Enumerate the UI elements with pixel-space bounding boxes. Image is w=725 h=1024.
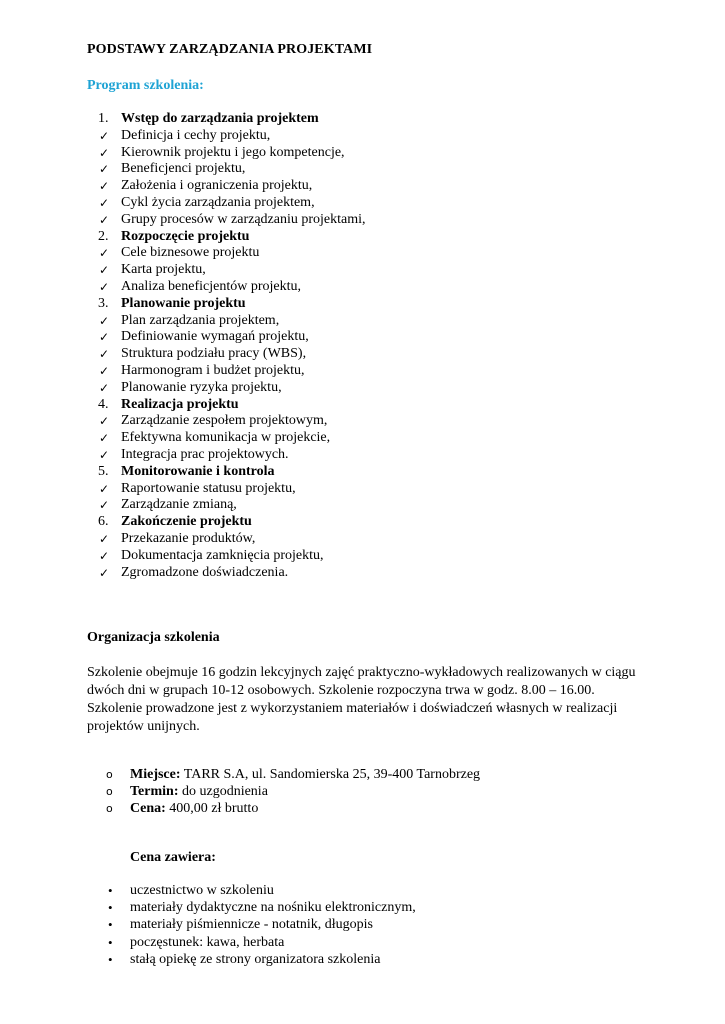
detail-label: Termin: bbox=[130, 784, 179, 799]
price-include-item bbox=[106, 899, 416, 916]
program-item bbox=[98, 430, 366, 447]
program-item bbox=[98, 329, 366, 346]
program-item-text: Harmonogram i budżet projektu, bbox=[121, 362, 305, 378]
program-item-text: Plan zarządzania projektem, bbox=[121, 312, 280, 328]
program-item bbox=[98, 161, 366, 178]
program-item bbox=[98, 212, 366, 229]
price-include-item bbox=[106, 916, 416, 933]
organization-heading: Organizacja szkolenia bbox=[87, 630, 220, 645]
detail-label: Cena: bbox=[130, 801, 166, 816]
organization-paragraph: Szkolenie obejmuje 16 godzin lekcyjnych zajęć praktyczno-wykładowych realizowanych w ciągu dwóch dni w grupach 10-12 osobowych. Szkolenie rozpoczyna trwa w godz. 8.00 – 16.00. Szkolenie prowadzone jest z wykorzystaniem materiałów i doświadczeń własnych w realizacji projektów unijnych. bbox=[87, 665, 636, 734]
price-include-item bbox=[106, 882, 416, 899]
section-number: 1. bbox=[98, 111, 109, 126]
program-item bbox=[98, 497, 366, 514]
program-item-text: Grupy procesów w zarządzaniu projektami, bbox=[121, 211, 366, 227]
program-list bbox=[98, 111, 366, 581]
program-item-text: Kierownik projektu i jego kompetencje, bbox=[121, 144, 345, 160]
section-number: 6. bbox=[98, 514, 109, 530]
price-includes-heading: Cena zawiera: bbox=[130, 850, 216, 865]
bullet-icon: • bbox=[108, 883, 113, 898]
checkmark-icon: ✓ bbox=[99, 548, 110, 563]
program-item-text: Realizacja projektu bbox=[121, 396, 239, 412]
price-include-text: poczęstunek: kawa, herbata bbox=[130, 934, 285, 950]
program-item bbox=[98, 548, 366, 565]
program-item-text: Karta projektu, bbox=[121, 262, 206, 278]
section-number: 3. bbox=[98, 295, 109, 311]
program-item bbox=[98, 413, 366, 430]
program-item bbox=[98, 195, 366, 212]
price-include-item bbox=[106, 934, 416, 951]
program-item bbox=[98, 313, 366, 330]
program-heading: Program szkolenia: bbox=[87, 78, 204, 93]
price-include-text: materiały piśmiennicze - notatnik, długopis bbox=[130, 917, 373, 933]
checkmark-icon: ✓ bbox=[99, 145, 110, 160]
program-section bbox=[98, 397, 366, 414]
program-item-text: Cele biznesowe projektu bbox=[121, 245, 260, 261]
checkmark-icon: ✓ bbox=[99, 565, 110, 580]
price-include-text: materiały dydaktyczne na nośniku elektronicznym, bbox=[130, 900, 416, 916]
program-item bbox=[98, 380, 366, 397]
program-item bbox=[98, 531, 366, 548]
checkmark-icon: ✓ bbox=[99, 347, 110, 362]
detail-value: TARR S.A, ul. Sandomierska 25, 39-400 Tarnobrzeg bbox=[180, 767, 481, 782]
checkmark-icon: ✓ bbox=[99, 414, 110, 429]
checkmark-icon: ✓ bbox=[99, 447, 110, 462]
program-item-text: Cykl życia zarządzania projektem, bbox=[121, 194, 315, 210]
program-item-text: Zarządzanie zmianą, bbox=[121, 497, 237, 513]
program-item-text: Planowanie ryzyka projektu, bbox=[121, 379, 282, 395]
program-item-text: Struktura podziału pracy (WBS), bbox=[121, 346, 307, 362]
program-item bbox=[98, 346, 366, 363]
program-item-text: Integracja prac projektowych. bbox=[121, 446, 289, 462]
program-item-text: Definicja i cechy projektu, bbox=[121, 127, 271, 143]
bullet-icon: • bbox=[108, 934, 113, 950]
program-item bbox=[98, 145, 366, 162]
program-section bbox=[98, 514, 366, 531]
bullet-icon: • bbox=[108, 917, 113, 933]
program-item bbox=[98, 481, 366, 498]
detail-item bbox=[106, 766, 480, 783]
program-item bbox=[98, 178, 366, 195]
program-item bbox=[98, 363, 366, 380]
checkmark-icon: ✓ bbox=[99, 263, 110, 278]
program-item-text: Zarządzanie zespołem projektowym, bbox=[121, 413, 328, 429]
program-item-text: Wstęp do zarządzania projektem bbox=[121, 111, 319, 126]
details-list bbox=[106, 766, 480, 817]
program-item-text: Raportowanie statusu projektu, bbox=[121, 480, 296, 496]
program-item-text: Dokumentacja zamknięcia projektu, bbox=[121, 547, 324, 563]
checkmark-icon: ✓ bbox=[99, 246, 110, 261]
detail-value: do uzgodnienia bbox=[178, 784, 268, 799]
program-item bbox=[98, 128, 366, 145]
checkmark-icon: ✓ bbox=[99, 531, 110, 546]
program-item-text: Przekazanie produktów, bbox=[121, 530, 256, 546]
price-include-text: uczestnictwo w szkoleniu bbox=[130, 883, 274, 898]
program-item bbox=[98, 447, 366, 464]
checkmark-icon: ✓ bbox=[99, 195, 110, 210]
checkmark-icon: ✓ bbox=[99, 212, 110, 227]
checkmark-icon: ✓ bbox=[99, 313, 110, 328]
circle-bullet-icon: o bbox=[106, 768, 113, 781]
document-title: PODSTAWY ZARZĄDZANIA PROJEKTAMI bbox=[87, 42, 373, 57]
program-item bbox=[98, 565, 366, 582]
program-item-text: Założenia i ograniczenia projektu, bbox=[121, 178, 313, 194]
program-item-text: Analiza beneficjentów projektu, bbox=[121, 278, 301, 294]
section-number: 2. bbox=[98, 228, 109, 244]
program-item bbox=[98, 245, 366, 262]
program-item bbox=[98, 262, 366, 279]
detail-label: Miejsce: bbox=[130, 767, 181, 782]
bullet-icon: • bbox=[108, 951, 113, 967]
checkmark-icon: ✓ bbox=[99, 279, 110, 294]
price-include-text: stałą opiekę ze strony organizatora szkolenia bbox=[130, 951, 381, 967]
section-number: 5. bbox=[98, 463, 109, 479]
detail-item bbox=[106, 800, 480, 817]
program-section bbox=[98, 464, 366, 481]
checkmark-icon: ✓ bbox=[99, 330, 110, 345]
program-item-text: Planowanie projektu bbox=[121, 295, 246, 311]
program-section bbox=[98, 229, 366, 246]
program-item-text: Beneficjenci projektu, bbox=[121, 161, 246, 177]
checkmark-icon: ✓ bbox=[99, 179, 110, 194]
circle-bullet-icon: o bbox=[106, 785, 113, 798]
program-item-text: Efektywna komunikacja w projekcie, bbox=[121, 430, 331, 446]
program-item-text: Rozpoczęcie projektu bbox=[121, 228, 250, 244]
bullet-icon: • bbox=[108, 900, 113, 916]
checkmark-icon: ✓ bbox=[99, 498, 110, 513]
program-item-text: Monitorowanie i kontrola bbox=[121, 463, 275, 479]
price-includes-list bbox=[106, 882, 416, 968]
detail-item bbox=[106, 783, 480, 800]
detail-value: 400,00 zł brutto bbox=[165, 801, 259, 816]
program-section bbox=[98, 296, 366, 313]
program-item-text: Zakończenie projektu bbox=[121, 514, 252, 530]
checkmark-icon: ✓ bbox=[99, 481, 110, 496]
price-include-item bbox=[106, 951, 416, 968]
section-number: 4. bbox=[98, 396, 109, 412]
program-section bbox=[98, 111, 366, 128]
program-item-text: Definiowanie wymagań projektu, bbox=[121, 329, 309, 345]
checkmark-icon: ✓ bbox=[99, 363, 110, 378]
program-item-text: Zgromadzone doświadczenia. bbox=[121, 564, 289, 580]
circle-bullet-icon: o bbox=[106, 802, 113, 815]
program-item bbox=[98, 279, 366, 296]
checkmark-icon: ✓ bbox=[99, 162, 110, 177]
checkmark-icon: ✓ bbox=[99, 431, 110, 446]
checkmark-icon: ✓ bbox=[99, 380, 110, 395]
checkmark-icon: ✓ bbox=[99, 128, 110, 143]
